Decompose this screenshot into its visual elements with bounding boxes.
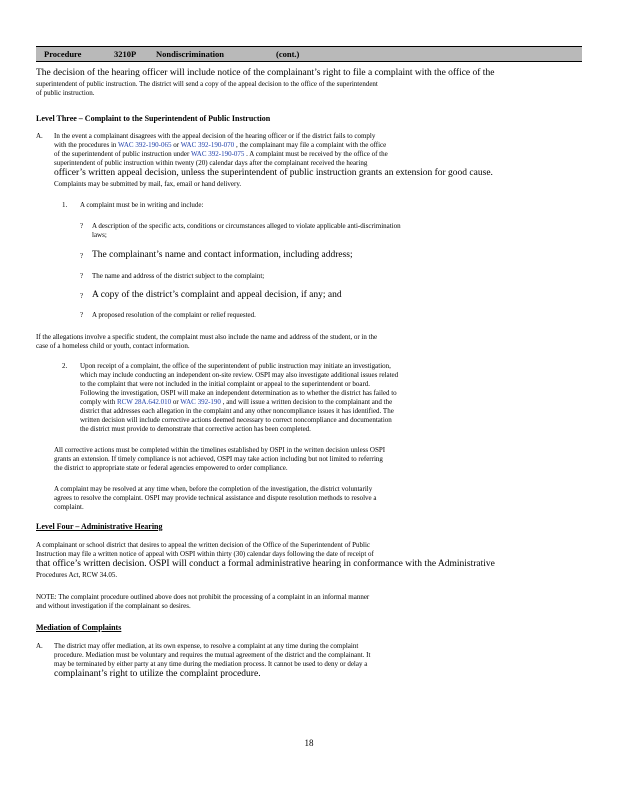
mediation-a-label: A. <box>36 642 43 650</box>
bullet-4: A copy of the district’s complaint and appeal decision, if any; and <box>92 290 342 300</box>
item-2-line-4: Following the investigation, OSPI will make an independent determination as to whether the district has failed to <box>80 389 397 397</box>
bullet-marker: ? <box>80 292 84 300</box>
wac-link-070[interactable]: WAC 392-190-070 <box>180 141 235 149</box>
text-segment: comply with <box>80 398 116 406</box>
student-line-2: case of a homeless child or youth, contact information. <box>36 342 190 350</box>
procedure-title: Nondiscrimination <box>156 49 225 59</box>
level-three-a-label: A. <box>36 132 43 140</box>
mediation-line-4: complainant’s right to utilize the complaint procedure. <box>54 669 261 679</box>
rcw-link[interactable]: RCW 28A.642.010 <box>116 398 172 406</box>
corrective-line-3: the district to appropriate state or federal agencies empowered to order compliance. <box>54 464 288 472</box>
text-segment: , and will issue a written decision to the complainant and the <box>222 398 393 406</box>
note-line-2: and without investigation if the complainant so desires. <box>36 602 191 610</box>
level-three-a-line-5: officer’s written appeal decision, unless the superintendent of public instruction grants an extension for good cause. <box>54 168 493 178</box>
item-2-line-6: district that addresses each allegation in the complaint and any other noncompliance issues it has identified. The <box>80 407 394 415</box>
item-2-line-7: written decision will include corrective actions deemed necessary to correct noncompliance and documentation <box>80 416 392 424</box>
wac-link-065[interactable]: WAC 392-190-065 <box>118 141 172 149</box>
item-2-line-8: the district must provide to demonstrate that corrective action has been completed. <box>80 425 311 433</box>
level-three-a-line-6: Complaints may be submitted by mail, fax, email or hand delivery. <box>54 180 242 188</box>
text-segment: of the superintendent of public instruction under <box>54 150 190 158</box>
resolve-line-1: A complaint may be resolved at any time when, before the completion of the investigation, the district voluntarily <box>54 485 373 493</box>
bullet-2: The complainant’s name and contact information, including address; <box>92 250 353 260</box>
mediation-line-1: The district may offer mediation, at its own expense, to resolve a complaint at any time during the complaint <box>54 642 359 650</box>
level-four-line-2: Instruction may file a written notice of appeal with OSPI within thirty (30) calendar days following the date of receipt of <box>36 550 374 558</box>
bullet-marker: ? <box>80 272 84 280</box>
bullet-1-line-1: A description of the specific acts, conditions or circumstances alleged to violate applicable anti-discrimination <box>92 222 401 230</box>
corrective-line-1: All corrective actions must be completed within the timelines established by OSPI in the written decision unless OSPI <box>54 446 386 454</box>
text-segment: , the complainant may file a complaint with the office <box>235 141 387 149</box>
procedure-label: Procedure <box>44 49 82 59</box>
text-segment: or <box>172 398 179 406</box>
student-line-1: If the allegations involve a specific student, the complaint must also include the name and address of the student, or in the <box>36 333 378 341</box>
level-three-a-line-2 <box>54 141 386 150</box>
bullet-3: The name and address of the district subject to the complaint; <box>92 272 265 280</box>
level-four-line-4: Procedures Act, RCW 34.05. <box>36 571 118 579</box>
corrective-line-2: grants an extension. If timely compliance is not achieved, OSPI may take action including but not limited to referring <box>54 455 383 463</box>
text-segment: or <box>173 141 180 149</box>
resolve-line-3: complaint. <box>54 503 84 511</box>
bullet-marker: ? <box>80 252 84 260</box>
level-four-heading: Level Four – Administrative Hearing <box>36 522 163 531</box>
intro-line-3: of public instruction. <box>36 89 95 97</box>
intro-line-1: The decision of the hearing officer will include notice of the complainant’s right to file a complaint with the office of the <box>36 68 495 78</box>
mediation-line-3: may be terminated by either party at any time during the mediation process. It cannot be used to deny or delay a <box>54 660 368 668</box>
item-1-text: A complaint must be in writing and include: <box>80 201 204 209</box>
bullet-marker: ? <box>80 222 84 230</box>
bullet-marker: ? <box>80 311 84 319</box>
item-1-number: 1. <box>62 201 68 209</box>
level-four-line-1: A complainant or school district that desires to appeal the written decision of the Office of the Superintendent of Public <box>36 541 371 549</box>
level-three-a-line-4: superintendent of public instruction within twenty (20) calendar days after the complainant received the hearing <box>54 159 368 167</box>
procedure-header-bar <box>36 46 582 62</box>
wac-link-075[interactable]: WAC 392-190-075 <box>190 150 245 158</box>
level-three-heading: Level Three – Complaint to the Superintendent of Public Instruction <box>36 114 271 123</box>
mediation-line-2: procedure. Mediation must be voluntary and requires the mutual agreement of the district and the complainant. It <box>54 651 371 659</box>
item-2-number: 2. <box>62 362 68 370</box>
item-2-line-3: to the complaint that were not included in the initial complaint or appeal to the superintendent or board. <box>80 380 371 388</box>
resolve-line-2: agrees to resolve the complaint. OSPI may provide technical assistance and dispute resolution methods to resolve a <box>54 494 377 502</box>
bullet-1-line-2: laws; <box>92 231 107 239</box>
wac-link-392-190[interactable]: WAC 392-190 <box>180 398 221 406</box>
procedure-number: 3210P <box>114 49 137 59</box>
level-three-a-line-3 <box>54 150 388 159</box>
mediation-heading: Mediation of Complaints <box>36 623 122 632</box>
bullet-5: A proposed resolution of the complaint or relief requested. <box>92 311 256 319</box>
text-segment: . A complaint must be received by the office of the <box>246 150 388 158</box>
note-line-1: NOTE: The complaint procedure outlined above does not prohibit the processing of a complaint in an informal manner <box>36 593 370 601</box>
intro-line-2: superintendent of public instruction. The district will send a copy of the appeal decision to the office of the superintendent <box>36 80 378 88</box>
level-four-line-3: that office’s written decision. OSPI will conduct a formal administrative hearing in conformance with the Administrative <box>36 559 495 569</box>
page-number: 18 <box>304 738 314 748</box>
item-2-line-1: Upon receipt of a complaint, the office of the superintendent of public instruction may initiate an investigation, <box>80 362 391 370</box>
item-2-line-5 <box>80 398 392 407</box>
text-segment: with the procedures in <box>54 141 117 149</box>
item-2-line-2: which may include conducting an independent on-site review. OSPI may also investigate additional issues related <box>80 371 399 379</box>
level-three-a-line-1: In the event a complainant disagrees with the appeal decision of the hearing officer or if the district fails to comply <box>54 132 376 140</box>
procedure-cont: (cont.) <box>276 49 300 59</box>
